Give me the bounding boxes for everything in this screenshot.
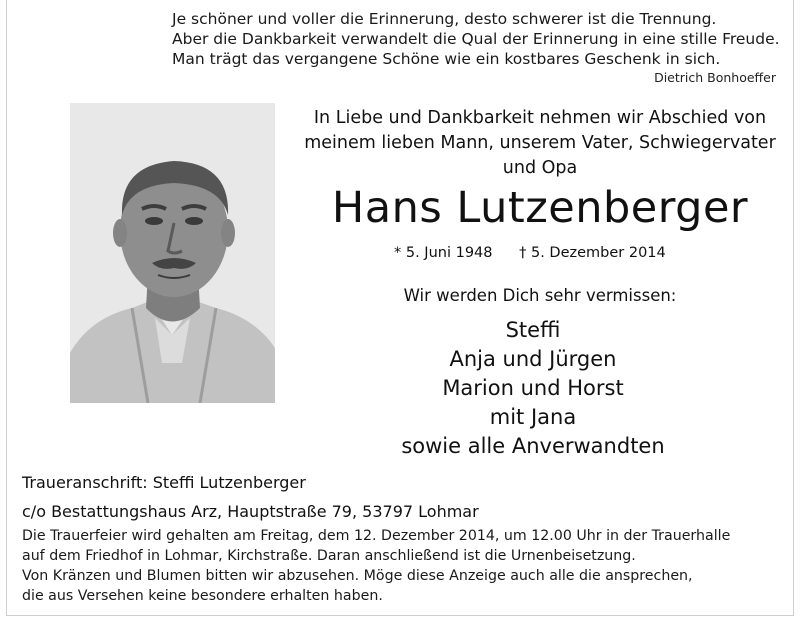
family-member: Marion und Horst — [442, 376, 624, 400]
deceased-name: Hans Lutzenberger — [331, 183, 749, 233]
family-member: sowie alle Anverwandten — [401, 434, 665, 458]
birth-date: * 5. Juni 1948 — [394, 245, 493, 261]
intro-text — [290, 106, 790, 181]
ceremony-details — [22, 526, 792, 606]
intro-line: und Opa — [502, 158, 578, 178]
mourning-address — [22, 468, 479, 526]
details-line: Von Kränzen und Blumen bitten wir abzusehen. Möge diese Anzeige auch alle die ansprechen, — [22, 568, 693, 584]
quote-line: Man trägt das vergangene Schöne wie ein kostbares Geschenk in sich. — [172, 50, 721, 68]
portrait-photo-icon — [70, 103, 275, 403]
intro-line: meinem lieben Mann, unserem Vater, Schwiegervater — [304, 133, 776, 153]
family-list — [330, 316, 736, 461]
address-line: Traueranschrift: Steffi Lutzenberger — [22, 473, 306, 492]
intro-line: In Liebe und Dankbarkeit nehmen wir Abschied von — [313, 108, 767, 128]
quote-line: Je schöner und voller die Erinnerung, desto schwerer ist die Trennung. — [172, 10, 717, 28]
details-line: auf dem Friedhof in Lohmar, Kirchstraße. Daran anschließend ist die Urnenbeisetzung. — [22, 548, 636, 564]
family-member: Steffi — [505, 318, 561, 342]
portrait-photo — [70, 103, 275, 403]
life-dates — [394, 245, 666, 261]
death-date: † 5. Dezember 2014 — [519, 245, 666, 261]
family-member: Anja und Jürgen — [449, 347, 617, 371]
quote-line: Aber die Dankbarkeit verwandelt die Qual der Erinnerung in eine stille Freude. — [172, 30, 780, 48]
family-member: mit Jana — [489, 405, 577, 429]
address-line: c/o Bestattungshaus Arz, Hauptstraße 79, 53797 Lohmar — [22, 502, 479, 521]
quote-author: Dietrich Bonhoeffer — [654, 70, 776, 85]
quote — [172, 9, 784, 69]
miss-text: Wir werden Dich sehr vermissen: — [403, 286, 677, 305]
details-line: die aus Versehen keine besondere erhalten haben. — [22, 588, 383, 604]
details-line: Die Trauerfeier wird gehalten am Freitag, dem 12. Dezember 2014, um 12.00 Uhr in der Trauerhalle — [22, 528, 731, 544]
